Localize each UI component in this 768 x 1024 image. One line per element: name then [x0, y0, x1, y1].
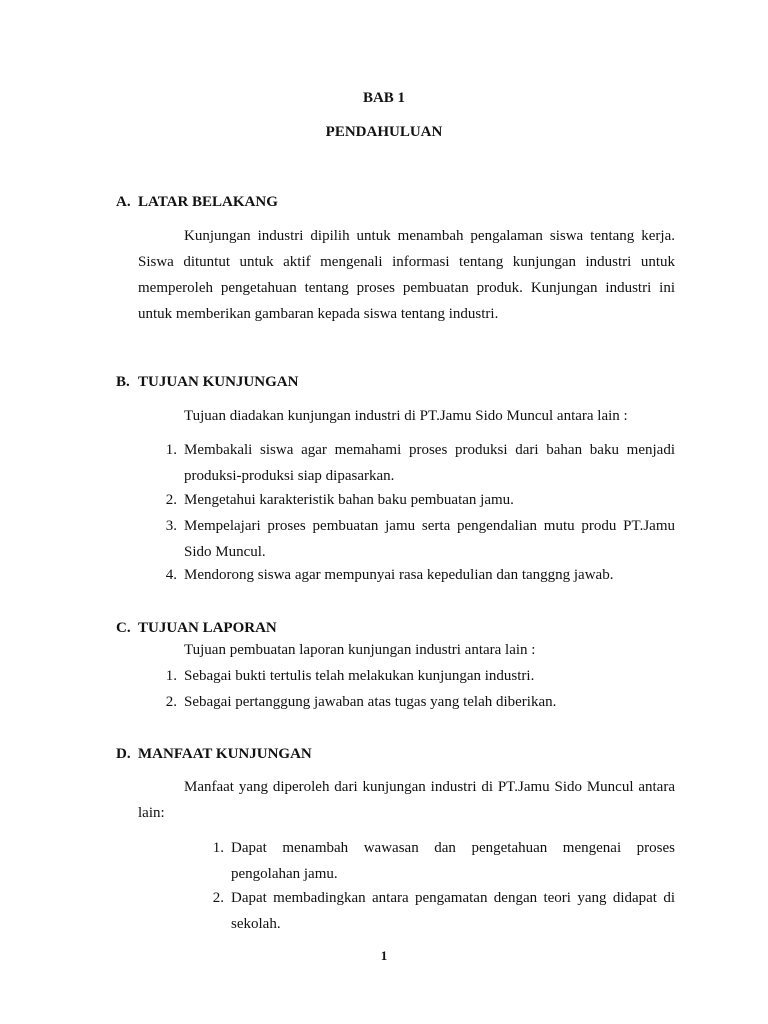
section-c-item-1-text: Sebagai bukti tertulis telah melakukan kunjungan industri.	[184, 668, 535, 684]
section-b-title: TUJUAN KUNJUNGAN	[138, 374, 299, 390]
section-d-paragraph-text: Manfaat yang diperoleh dari kunjungan industri di PT.Jamu Sido Muncul antara lain:	[138, 779, 675, 821]
section-c-item-2-text: Sebagai pertanggung jawaban atas tugas yang telah diberikan.	[184, 694, 557, 710]
section-b-letter: B.	[116, 374, 130, 390]
section-c-item-1-num: 1.	[165, 668, 177, 684]
section-b-item-1-text: Membakali siswa agar memahami proses produksi dari bahan baku menjadi produksi-produksi siap dipasarkan.	[184, 442, 675, 484]
section-b-intro: Tujuan diadakan kunjungan industri di PT.Jamu Sido Muncul antara lain :	[184, 408, 628, 424]
chapter-title: PENDAHULUAN	[325, 124, 443, 140]
section-d-paragraph	[138, 774, 675, 826]
section-d-letter: D.	[116, 746, 131, 762]
section-d-item-1-text: Dapat menambah wawasan dan pengetahuan mengenai proses pengolahan jamu.	[231, 840, 675, 882]
page-number: 1	[380, 948, 388, 963]
section-a-heading	[116, 192, 278, 212]
section-d-item-1-num: 1.	[212, 840, 224, 856]
section-b-heading	[116, 372, 298, 392]
section-d-item-2-text: Dapat membadingkan antara pengamatan dengan teori yang didapat di sekolah.	[231, 890, 675, 932]
section-d-title: MANFAAT KUNJUNGAN	[138, 746, 312, 762]
section-b-item-1-num: 1.	[165, 442, 177, 458]
section-b-item-4-text: Mendorong siswa agar mempunyai rasa kepedulian dan tanggng jawab.	[184, 567, 614, 583]
section-c-title: TUJUAN LAPORAN	[138, 620, 277, 636]
section-a-paragraph	[138, 223, 675, 327]
section-b-item-2-num: 2.	[165, 492, 177, 508]
section-d-item-2-num: 2.	[212, 890, 224, 906]
section-c-letter: C.	[116, 620, 131, 636]
section-a-title: LATAR BELAKANG	[138, 194, 278, 210]
section-a-paragraph-text: Kunjungan industri dipilih untuk menambah pengalaman siswa tentang kerja. Siswa dituntut untuk aktif mengenali informasi tentang kunjungan industri untuk memperoleh pengetahuan tentang proses pembuatan produk. Kunjungan industri ini untuk memberikan gambaran kepada siswa tentang industri.	[138, 228, 675, 322]
section-b-item-2-text: Mengetahui karakteristik bahan baku pembuatan jamu.	[184, 492, 514, 508]
section-b-item-4-num: 4.	[165, 567, 177, 583]
section-a-letter: A.	[116, 194, 131, 210]
section-b-item-3-text: Mempelajari proses pembuatan jamu serta pengendalian mutu produ PT.Jamu Sido Muncul.	[184, 518, 675, 560]
chapter-number: BAB 1	[362, 90, 406, 106]
section-c-intro: Tujuan pembuatan laporan kunjungan industri antara lain :	[184, 642, 536, 658]
section-c-item-2-num: 2.	[165, 694, 177, 710]
section-d-heading	[116, 744, 312, 764]
section-b-item-3-num: 3.	[165, 518, 177, 534]
section-c-heading	[116, 618, 277, 638]
